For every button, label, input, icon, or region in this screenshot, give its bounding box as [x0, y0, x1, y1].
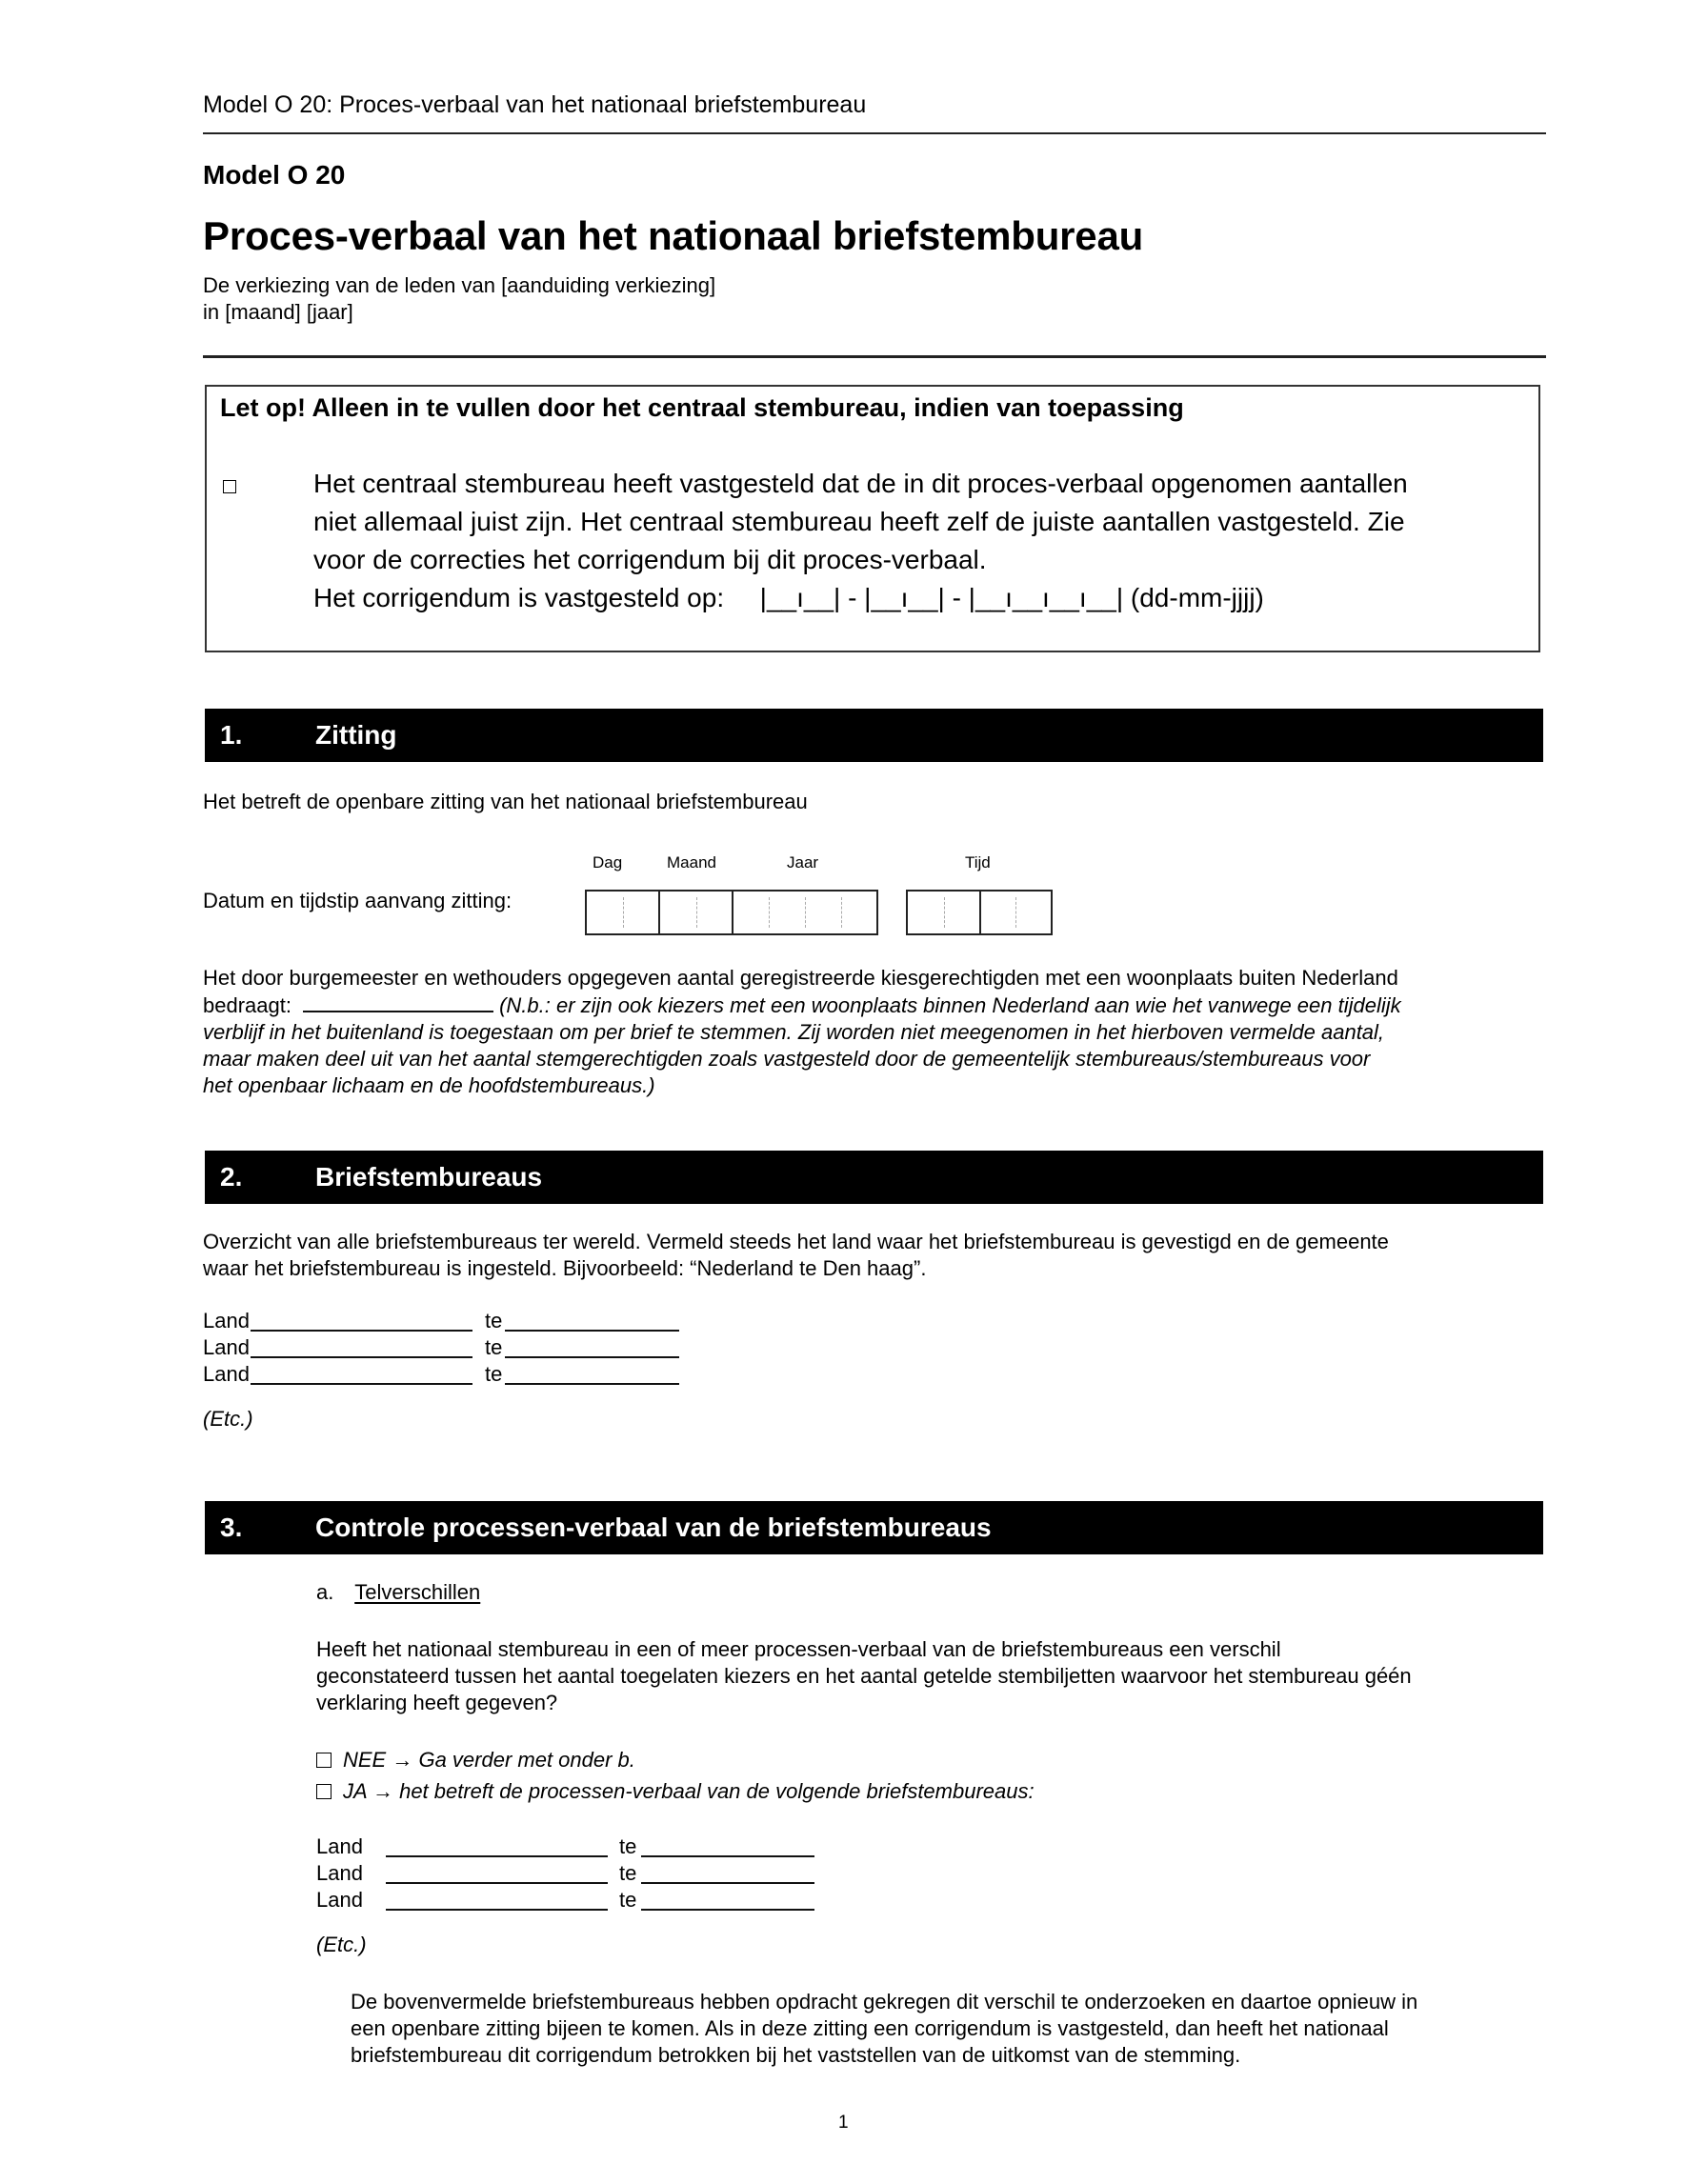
nee-checkbox[interactable] — [316, 1753, 332, 1768]
notice-text — [313, 465, 1523, 617]
subsection-title: Telverschillen — [354, 1580, 481, 1604]
municipality-input[interactable] — [641, 1909, 814, 1911]
corrigendum-date-label: Het corrigendum is vastgesteld op: — [313, 583, 725, 612]
hours-input[interactable] — [908, 892, 981, 933]
municipality-input[interactable] — [641, 1855, 814, 1857]
te-label: te — [619, 1834, 637, 1858]
closing-line-2: een openbare zitting bijeen te komen. Als in deze zitting een corrigendum is vastgesteld, dan heeft het nationaal — [351, 2016, 1389, 2040]
te-label: te — [619, 1888, 637, 1912]
voters-count-input[interactable] — [303, 992, 493, 1012]
section-1-intro: Het betreft de openbare zitting van het nationaal briefstembureau — [203, 790, 808, 813]
land-input[interactable] — [386, 1855, 608, 1857]
etc-note: (Etc.) — [316, 1933, 367, 1956]
section-number: 3. — [220, 1513, 243, 1542]
land-label: Land — [203, 1309, 250, 1332]
te-label: te — [485, 1362, 503, 1386]
month-input[interactable] — [660, 892, 733, 933]
land-label: Land — [316, 1888, 363, 1912]
session-date-field — [585, 890, 878, 935]
land-label: Land — [316, 1834, 363, 1858]
land-input[interactable] — [386, 1909, 608, 1911]
municipality-input[interactable] — [641, 1882, 814, 1884]
header-divider — [203, 132, 1546, 134]
label-time: Tijd — [965, 853, 991, 872]
section-1-header — [205, 709, 1543, 762]
section-title: Controle processen-verbaal van de briefstembureaus — [315, 1513, 992, 1542]
registered-voters-paragraph — [203, 965, 1556, 1099]
land-input[interactable] — [251, 1383, 472, 1385]
land-input[interactable] — [386, 1882, 608, 1884]
voters-note: (N.b.: er zijn ook kiezers met een woonplaats binnen Nederland aan wie het vanwege een tijdelijk — [499, 993, 1401, 1017]
voters-note-line-3: maar maken deel uit van het aantal stemgerechtigden zoals vastgesteld door de gemeentelijk stembureaus/stembureaus voor — [203, 1047, 1371, 1071]
option-nee-label: NEE → Ga verder met onder b. — [343, 1748, 635, 1772]
notice-title: Let op! Alleen in te vullen door het centraal stembureau, indien van toepassing — [220, 393, 1184, 422]
count-difference-question — [316, 1636, 1555, 1716]
section-title: Briefstembureaus — [315, 1162, 543, 1192]
te-label: te — [485, 1309, 503, 1332]
voters-note-line-4: het openbaar lichaam en de hoofdstembureaus.) — [203, 1073, 655, 1097]
running-header: Model O 20: Proces-verbaal van het nationaal briefstembureau — [203, 91, 867, 118]
day-input[interactable] — [587, 892, 660, 933]
section-number: 2. — [220, 1162, 243, 1192]
closing-line-1: De bovenvermelde briefstembureaus hebben opdracht gekregen dit verschil te onderzoeken en daartoe opnieuw in — [351, 1990, 1418, 2014]
etc-note: (Etc.) — [203, 1407, 253, 1431]
label-year: Jaar — [787, 853, 819, 872]
municipality-input[interactable] — [505, 1356, 679, 1358]
municipality-input[interactable] — [505, 1330, 679, 1332]
section-number: 1. — [220, 720, 243, 750]
label-day: Dag — [593, 853, 623, 872]
section-3-header — [205, 1501, 1543, 1554]
voters-note-line-2: verblijf in het buitenland is toegestaan om per brief te stemmen. Zij worden niet meegenomen in het hierboven vermelde aantal, — [203, 1020, 1385, 1044]
option-ja-label: JA → het betreft de processen-verbaal van de volgende briefstembureaus: — [343, 1779, 1035, 1803]
voters-line-1: Het door burgemeester en wethouders opgegeven aantal geregistreerde kiesgerechtigden met een woonplaats buiten Nederland — [203, 966, 1398, 990]
closing-paragraph — [351, 1989, 1560, 2069]
section-2-intro — [203, 1229, 1556, 1282]
question-line-1: Heeft het nationaal stembureau in een of meer processen-verbaal van de briefstembureaus een verschil — [316, 1637, 1281, 1661]
land-label: Land — [203, 1335, 250, 1359]
question-line-2: geconstateerd tussen het aantal toegelaten kiezers en het aantal getelde stembiljetten waarvoor het stembureau géén — [316, 1664, 1412, 1688]
year-input[interactable] — [733, 892, 876, 933]
te-label: te — [485, 1335, 503, 1359]
te-label: te — [619, 1861, 637, 1885]
session-time-field — [906, 890, 1053, 935]
notice-line-1: Het centraal stembureau heeft vastgesteld dat de in dit proces-verbaal opgenomen aantallen — [313, 469, 1408, 498]
model-label: Model O 20 — [203, 160, 346, 190]
corrigendum-checkbox[interactable] — [223, 480, 236, 493]
corrigendum-date-field[interactable]: |__ı__| - |__ı__| - |__ı__ı__ı__| (dd-mm-jjjj) — [759, 583, 1264, 612]
subsection-letter: a. — [316, 1580, 334, 1604]
central-bureau-notice-box — [205, 385, 1540, 652]
label-month: Maand — [667, 853, 716, 872]
notice-line-2: niet allemaal juist zijn. Het centraal stembureau heeft zelf de juiste aantallen vastgesteld. Zie — [313, 507, 1405, 536]
subtitle-line-2: in [maand] [jaar] — [203, 300, 353, 324]
option-nee[interactable] — [316, 1747, 635, 1773]
land-label: Land — [316, 1861, 363, 1885]
minutes-input[interactable] — [981, 892, 1051, 933]
municipality-input[interactable] — [505, 1383, 679, 1385]
election-subtitle — [203, 272, 715, 326]
notice-line-3: voor de correcties het corrigendum bij dit proces-verbaal. — [313, 545, 987, 574]
land-input[interactable] — [251, 1330, 472, 1332]
subsection-a-heading — [316, 1579, 480, 1606]
page-title: Proces-verbaal van het nationaal briefstembureau — [203, 213, 1144, 258]
section-2-header — [205, 1151, 1543, 1204]
date-field-label: Datum en tijdstip aanvang zitting: — [203, 889, 512, 912]
land-input[interactable] — [251, 1356, 472, 1358]
voters-label: bedraagt: — [203, 993, 291, 1017]
closing-line-3: briefstembureau dit corrigendum betrokken bij het vaststellen van de uitkomst van de stemming. — [351, 2043, 1241, 2067]
question-line-3: verklaring heeft gegeven? — [316, 1691, 558, 1714]
notice-line-4 — [313, 579, 1523, 617]
intro-line-2: waar het briefstembureau is ingesteld. Bijvoorbeeld: “Nederland te Den haag”. — [203, 1256, 927, 1280]
intro-line-1: Overzicht van alle briefstembureaus ter wereld. Vermeld steeds het land waar het briefstembureau is gevestigd en de gemeente — [203, 1230, 1389, 1253]
option-ja[interactable] — [316, 1778, 1035, 1805]
land-label: Land — [203, 1362, 250, 1386]
ja-checkbox[interactable] — [316, 1784, 332, 1799]
voters-line-2 — [203, 992, 1556, 1019]
section-title: Zitting — [315, 720, 397, 750]
title-divider — [203, 355, 1546, 358]
subtitle-line-1: De verkiezing van de leden van [aanduiding verkiezing] — [203, 273, 716, 297]
page-number: 1 — [838, 2113, 849, 2133]
